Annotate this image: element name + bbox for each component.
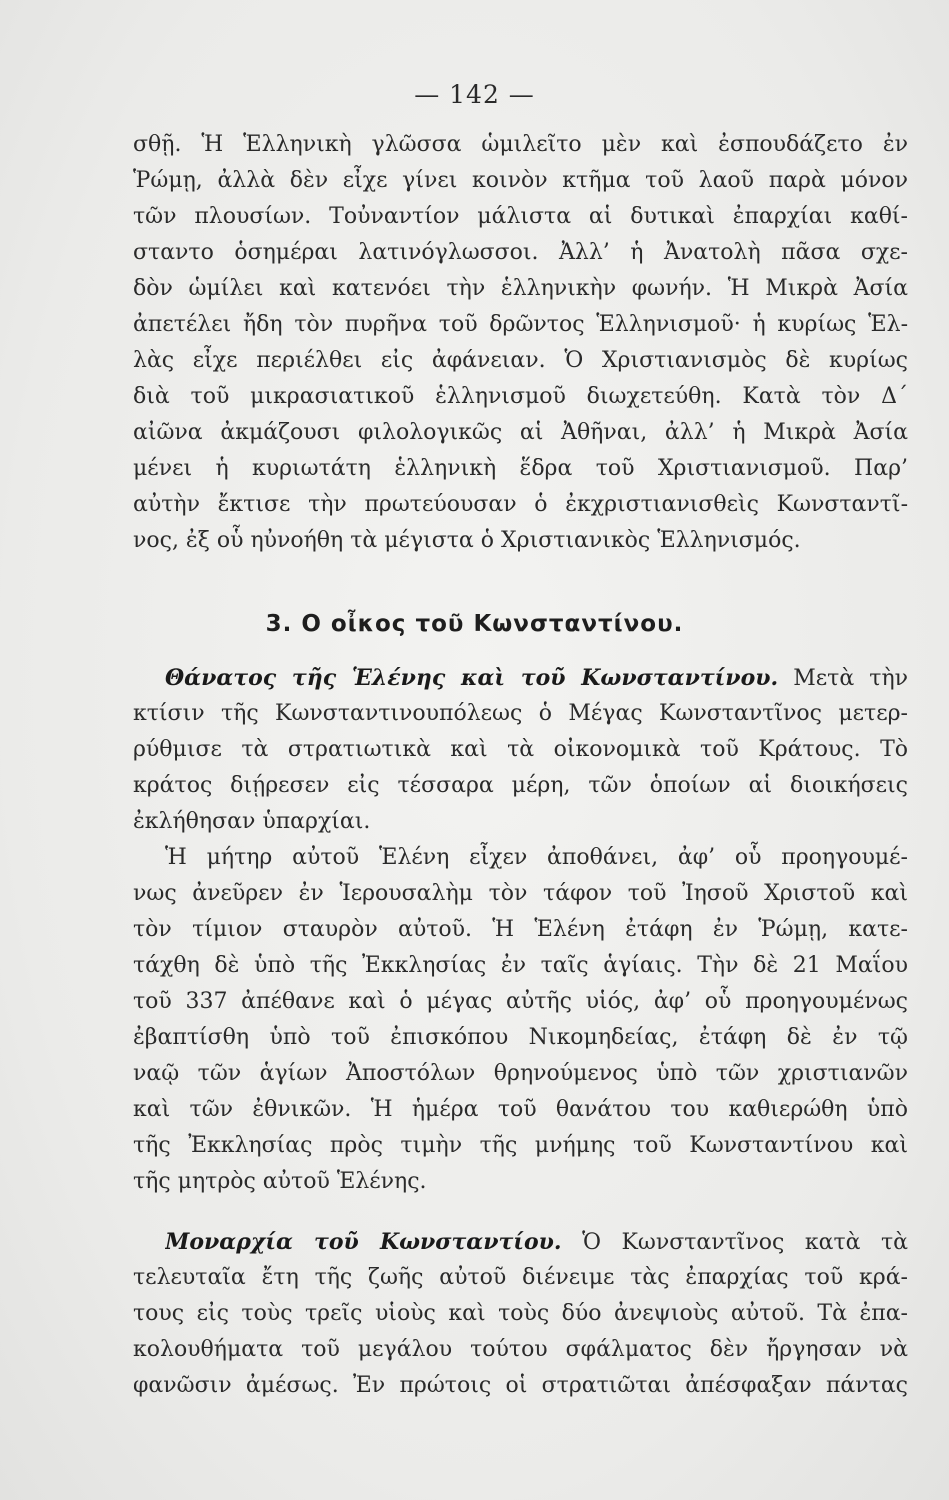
text-line: τῶν πλουσίων. Τοὐναντίον μάλιστα αἱ δυτικαὶ ἐπαρχίαι καθί- — [133, 204, 908, 229]
text-line: αὐτὴν ἔκτισε τὴν πρωτεύουσαν ὁ ἐκχριστιανισθεὶς Κωνσταντῖ- — [133, 492, 908, 517]
text-line: ἐκλήθησαν ὑπαρχίαι. — [133, 809, 371, 834]
text-line: νος, ἐξ οὗ ηὐνοήθη τὰ μέγιστα ὁ Χριστιανικὸς Ἑλληνισμός. — [133, 528, 801, 553]
text-line: λὰς εἶχε περιέλθει εἰς ἀφάνειαν. Ὁ Χριστιανισμὸς δὲ κυρίως — [133, 348, 908, 373]
text-line: καὶ τῶν ἐθνικῶν. Ἡ ἡμέρα τοῦ θανάτου του καθιερώθη ὑπὸ — [133, 1097, 908, 1122]
text-run: Ὁ Κωνσταντῖνος κατὰ τὰ — [582, 1230, 908, 1255]
page-number: — 142 — — [414, 80, 535, 109]
text-line: τοῦ 337 ἀπέθανε καὶ ὁ μέγας αὐτῆς υἱός, ἀφ’ οὗ προηγουμένως — [133, 989, 908, 1014]
text-line: Ῥώμῃ, ἀλλὰ δὲν εἶχε γίνει κοινὸν κτῆμα τοῦ λαοῦ παρὰ μόνον — [133, 168, 908, 193]
text-line — [165, 661, 908, 695]
text-line: ἐβαπτίσθη ὑπὸ τοῦ ἐπισκόπου Νικομηδείας, ἐτάφη δὲ ἐν τῷ — [133, 1025, 908, 1050]
subheading: Μοναρχία τοῦ Κωνσταντίου. — [165, 1229, 562, 1255]
text-line: τελευταῖα ἔτη τῆς ζωῆς αὐτοῦ διένειμε τὰς ἐπαρχίας τοῦ κρά- — [133, 1265, 908, 1290]
text-line: δὸν ὡμίλει καὶ κατενόει τὴν ἑλληνικὴν φωνήν. Ἡ Μικρὰ Ἀσία — [133, 276, 908, 301]
text-run: Μετὰ τὴν — [793, 666, 908, 691]
text-line: ναῷ τῶν ἁγίων Ἀποστόλων θρηνούμενος ὑπὸ τῶν χριστιανῶν — [133, 1061, 908, 1086]
text-line — [165, 1225, 908, 1259]
text-line: τῆς Ἐκκλησίας πρὸς τιμὴν τῆς μνήμης τοῦ Κωνσταντίνου καὶ — [133, 1133, 908, 1158]
text-line: κτίσιν τῆς Κωνσταντινουπόλεως ὁ Μέγας Κωνσταντῖνος μετερ- — [133, 701, 908, 726]
text-line: αἰῶνα ἀκμάζουσι φιλολογικῶς αἱ Ἀθῆναι, ἀλλ’ ἡ Μικρὰ Ἀσία — [133, 420, 908, 445]
text-line: τῆς μητρὸς αὐτοῦ Ἑλένης. — [133, 1169, 427, 1194]
text-line: Ἡ μήτηρ αὐτοῦ Ἑλένη εἶχεν ἀποθάνει, ἀφ’ οὗ προηγουμέ- — [165, 845, 908, 870]
section-heading: 3. Ο οἶκος τοῦ Κωνσταντίνου. — [265, 611, 684, 637]
text-line: φανῶσιν ἀμέσως. Ἐν πρώτοις οἱ στρατιῶται ἀπέσφαξαν πάντας — [133, 1373, 908, 1398]
text-line: κολουθήματα τοῦ μεγάλου τούτου σφάλματος δὲν ἤργησαν νὰ — [133, 1337, 908, 1362]
text-line: ρύθμισε τὰ στρατιωτικὰ καὶ τὰ οἰκονομικὰ τοῦ Κράτους. Τὸ — [133, 737, 908, 762]
text-line: τους εἰς τοὺς τρεῖς υἱοὺς καὶ τοὺς δύο ἀνεψιοὺς αὐτοῦ. Τὰ ἐπα- — [133, 1301, 908, 1326]
text-line: ἀπετέλει ἤδη τὸν πυρῆνα τοῦ δρῶντος Ἑλληνισμοῦ· ἡ κυρίως Ἑλ- — [133, 312, 908, 337]
subheading: Θάνατος τῆς Ἑλένης καὶ τοῦ Κωνσταντίνου. — [165, 665, 779, 691]
text-line: σθῇ. Ἡ Ἑλληνικὴ γλῶσσα ὡμιλεῖτο μὲν καὶ ἐσπουδάζετο ἐν — [133, 132, 908, 157]
text-line: τάχθη δὲ ὑπὸ τῆς Ἐκκλησίας ἐν ταῖς ἁγίαις. Τὴν δὲ 21 Μαΐου — [133, 953, 908, 978]
text-line: διὰ τοῦ μικρασιατικοῦ ἑλληνισμοῦ διωχετεύθη. Κατὰ τὸν Δ´ — [133, 384, 908, 409]
text-line: σταντο ὁσημέραι λατινόγλωσσοι. Ἀλλ’ ἡ Ἀνατολὴ πᾶσα σχε- — [133, 240, 908, 265]
text-line: μένει ἡ κυριωτάτη ἑλληνικὴ ἕδρα τοῦ Χριστιανισμοῦ. Παρ’ — [133, 456, 908, 481]
text-line: κράτος διῄρεσεν εἰς τέσσαρα μέρη, τῶν ὁποίων αἱ διοικήσεις — [133, 773, 908, 798]
text-line: νως ἀνεῦρεν ἐν Ἱερουσαλὴμ τὸν τάφον τοῦ Ἰησοῦ Χριστοῦ καὶ — [133, 881, 908, 906]
text-line: τὸν τίμιον σταυρὸν αὐτοῦ. Ἡ Ἑλένη ἐτάφη ἐν Ῥώμῃ, κατε- — [133, 917, 908, 942]
